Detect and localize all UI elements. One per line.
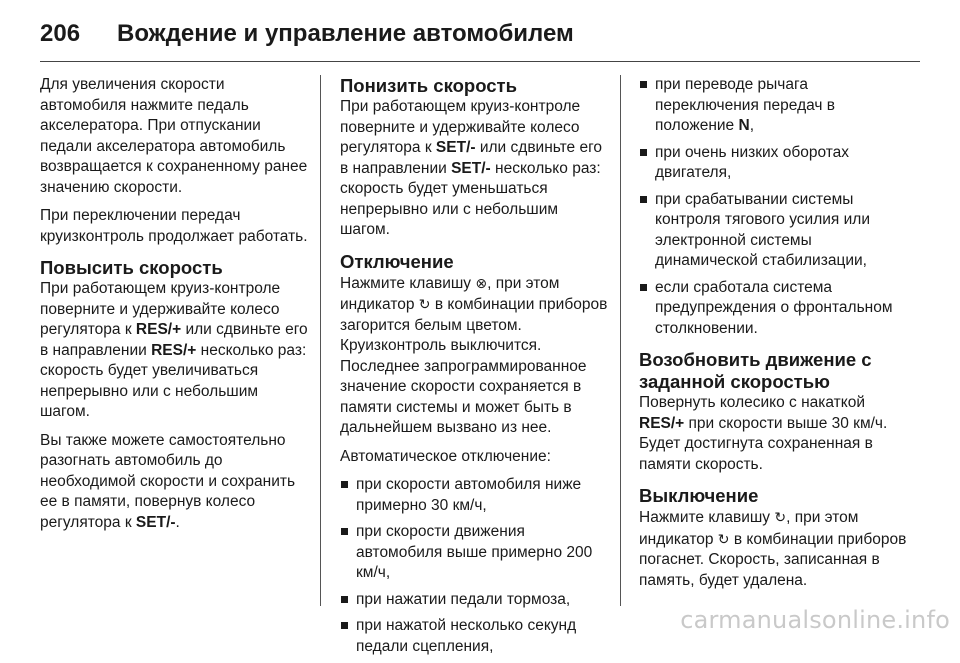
column-divider-2 [620,75,621,606]
heading-decrease-speed: Понизить скорость [340,75,517,96]
paragraph: Повернуть колесико с накаткой RES/+ при скорости выше 30 км/ч. Будет достигнута сохраненная в памяти скорость. [639,394,888,473]
heading-switch-off: Отключение [340,250,454,272]
paragraph: Для увеличения скорости автомобиля нажмите педаль акселератора. При отпускании педали акселератора автомобиль возвращается к сохраненному ранее значению скорости. [40,76,308,196]
page-title: Вождение и управление автомобилем [117,20,574,47]
paragraph: Нажмите клавишу ↻, при этом индикатор ↻ в комбинации приборов погаснет. Скорость, записанная в память, будет удалена. [639,509,907,589]
paragraph: При переключении передач круизконтроль продолжает работать. [40,207,308,245]
column-3 [639,75,911,599]
header-divider [40,61,920,62]
list-item: при скорости автомобиля ниже примерно 30 км/ч, [340,475,608,516]
column-divider-1 [320,75,321,606]
auto-off-list-continued [639,75,911,339]
page-header [40,12,920,56]
heading-increase-speed: Повысить скорость [40,257,223,278]
paragraph: Нажмите клавишу ⊗, при этом индикатор ↻ в комбинации приборов загорится белым цветом. Круизконтроль выключится. Последнее запрограммированное значение скорости сохраняется в памяти системы и может быть в дальнейшем вызвано из нее. [340,274,608,436]
list-item: при переводе рычага переключения передач в положение N, [639,75,911,137]
heading-disable: Выключение [639,485,759,506]
column-1 [40,75,308,541]
cruise-control-icon: ↻ [418,296,431,312]
list-item: при очень низких оборотах двигателя, [639,143,911,184]
list-item: при нажатой несколько секунд педали сцепления, [340,616,608,657]
column-2 [340,75,608,663]
paragraph: При работающем круиз-контроле поверните и удерживайте колесо регулятора к SET/- или сдвиньте его в направлении SET/- несколько раз: скорость будет уменьшаться непрерывно или с небольшим шагом. [340,98,603,238]
paragraph: При работающем круиз-контроле поверните и удерживайте колесо регулятора к RES/+ или сдвиньте его в направлении RES/+ несколько раз: скорость будет увеличиваться непрерывно или с небольшим шагом. [40,280,308,420]
watermark: carmanualsonline.info [680,606,950,634]
cruise-off-icon: ⊗ [475,274,488,291]
paragraph: Вы также можете самостоятельно разогнать автомобиль до необходимой скорости и сохранить ее в памяти, повернув колесо регулятора к SET/-. [40,431,296,531]
list-item: при нажатии педали тормоза, [340,590,608,611]
list-item: при скорости движения автомобиля выше примерно 200 км/ч, [340,522,608,584]
list-item: при срабатывании системы контроля тягового усилия или электронной системы динамической стабилизации, [639,190,911,272]
cruise-control-icon: ↻ [774,509,787,525]
heading-resume: Возобновить движение с заданной скоростью [639,349,872,392]
cruise-control-icon: ↻ [717,530,730,547]
list-item: если сработала система предупреждения о фронтальном столкновении. [639,278,911,340]
auto-off-list [340,475,608,657]
paragraph: Автоматическое отключение: [340,447,551,465]
page-number: 206 [40,20,81,47]
